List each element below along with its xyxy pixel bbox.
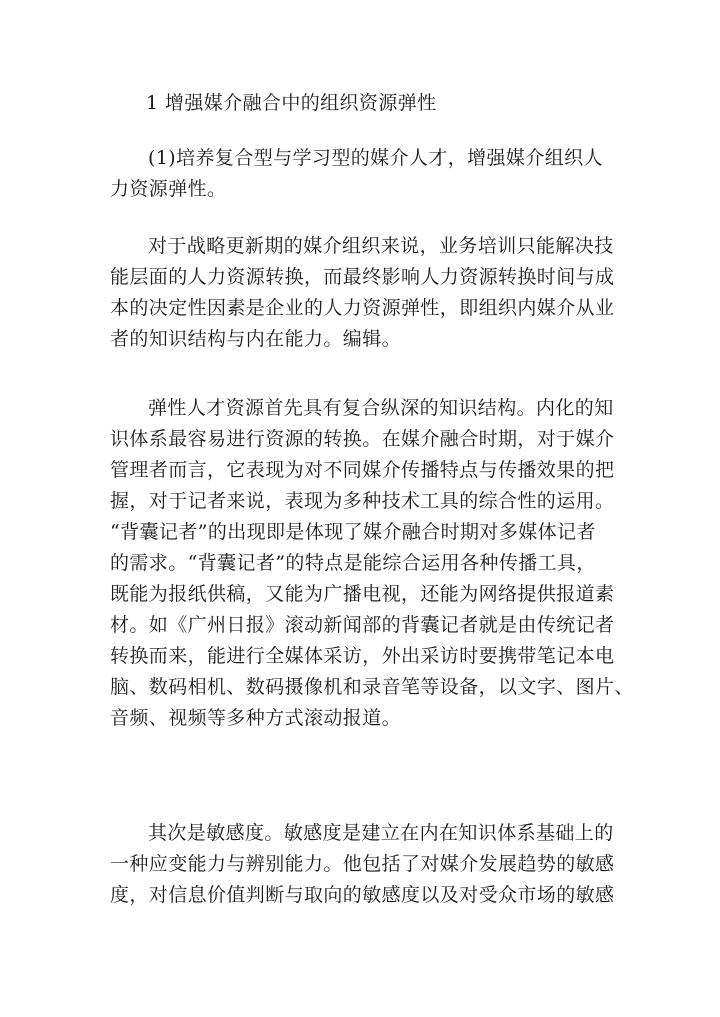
- paragraph-4: [110, 818, 615, 911]
- paragraph-line: 的需求。“背囊记者”的特点是能综合运用各种传播工具，: [110, 552, 596, 574]
- paragraph-line: “背囊记者”的出现即是体现了媒介融合时期对多媒体记者: [110, 521, 596, 543]
- paragraph-line: 转换而来，能进行全媒体采访，外出采访时要携带笔记本电: [110, 645, 615, 667]
- paragraph-line: 管理者而言，它表现为对不同媒介传播特点与传播效果的把: [110, 459, 615, 481]
- paragraph-line: (1)培养复合型与学习型的媒介人才，增强媒介组织人: [148, 147, 603, 169]
- paragraph-line: 材。如《广州日报》滚动新闻部的背囊记者就是由传统记者: [110, 614, 615, 636]
- paragraph-line: 弹性人才资源首先具有复合纵深的知识结构。内化的知: [148, 397, 614, 419]
- paragraph-2: [110, 231, 615, 355]
- paragraph-line: 度，对信息价值判断与取向的敏感度以及对受众市场的敏感: [110, 884, 615, 906]
- section-heading: 1 增强媒介融合中的组织资源弹性: [146, 92, 437, 114]
- paragraph-line: 一种应变能力与辨别能力。他包括了对媒介发展趋势的敏感: [110, 853, 615, 875]
- paragraph-line: 既能为报纸供稿，又能为广播电视，还能为网络提供报道素: [110, 583, 615, 605]
- paragraph-line: 音频、视频等多种方式滚动报道。: [110, 707, 402, 729]
- paragraph-line: 力资源弹性。: [110, 178, 227, 200]
- paragraph-line: 其次是敏感度。敏感度是建立在内在知识体系基础上的: [148, 822, 614, 844]
- paragraph-line: 对于战略更新期的媒介组织来说，业务培训只能解决技: [148, 235, 614, 257]
- paragraph-3: [110, 393, 634, 734]
- paragraph-line: 识体系最容易进行资源的转换。在媒介融合时期，对于媒介: [110, 428, 615, 450]
- paragraph-1: [110, 143, 610, 205]
- paragraph-line: 脑、数码相机、数码摄像机和录音笔等设备，以文字、图片、: [110, 676, 634, 698]
- paragraph-line: 能层面的人力资源转换，而最终影响人力资源转换时间与成: [110, 266, 615, 288]
- paragraph-line: 握，对于记者来说，表现为多种技术工具的综合性的运用。: [110, 490, 615, 512]
- paragraph-line: 本的决定性因素是企业的人力资源弹性，即组织内媒介从业: [110, 297, 615, 319]
- paragraph-line: 者的知识结构与内在能力。编辑。: [110, 328, 402, 350]
